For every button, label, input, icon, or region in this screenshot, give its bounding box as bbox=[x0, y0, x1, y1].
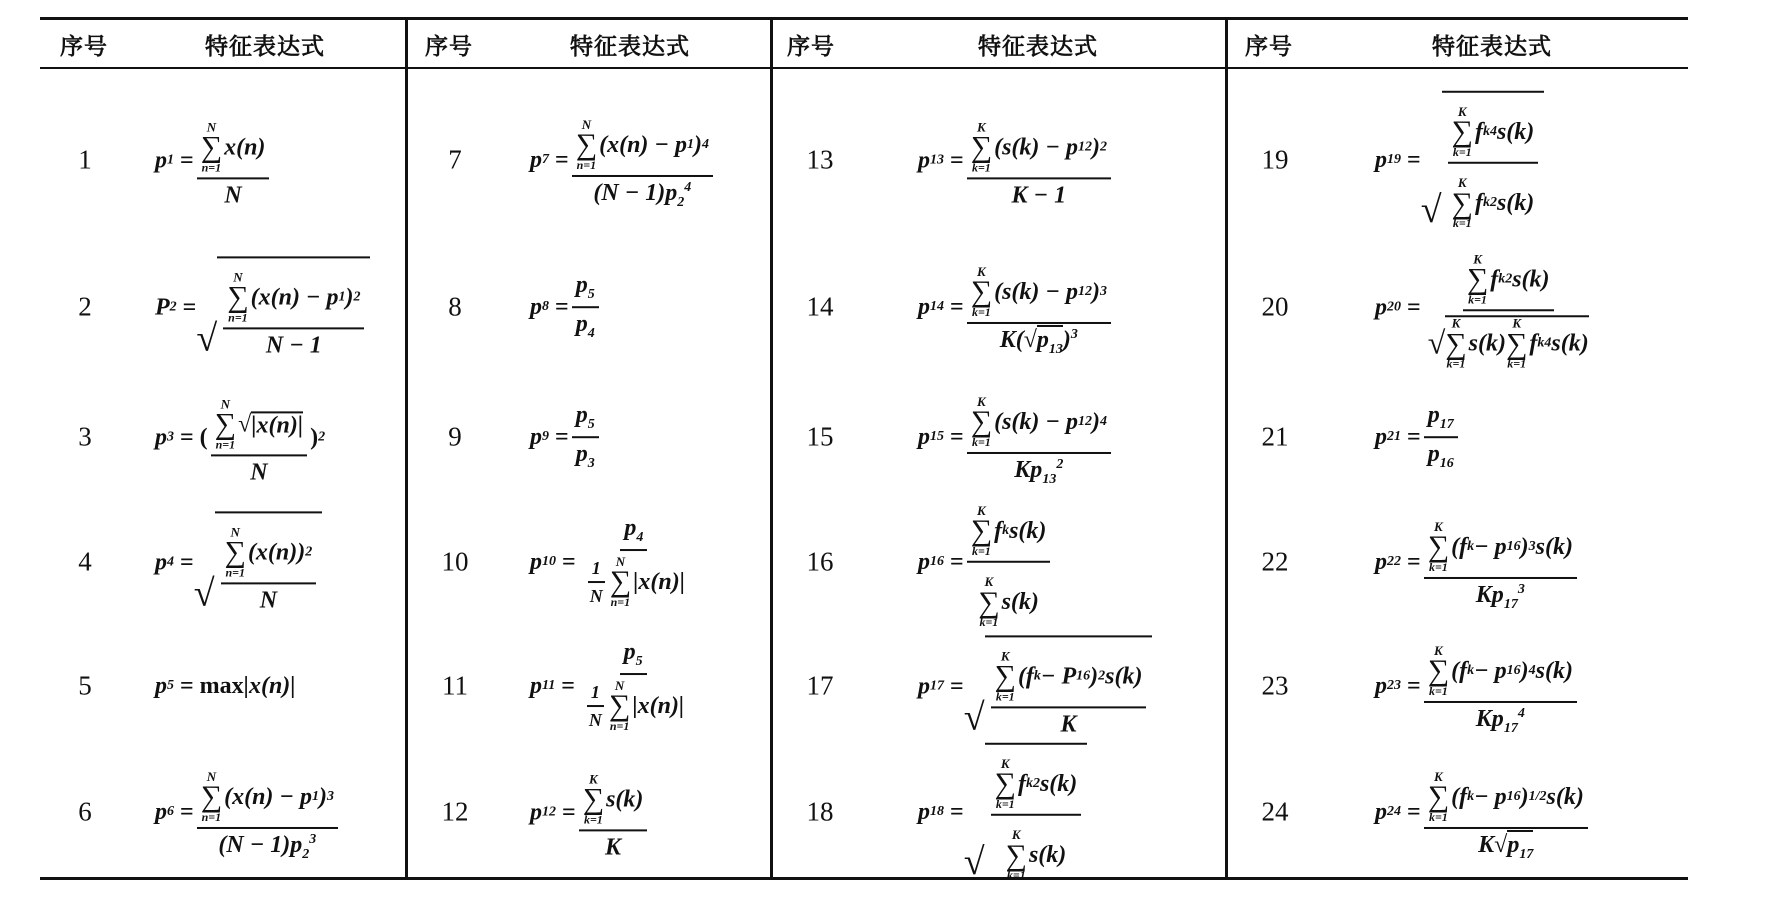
row-number: 1 bbox=[78, 144, 92, 175]
header-rule bbox=[40, 67, 1688, 69]
row-number: 16 bbox=[806, 546, 834, 577]
row-number: 12 bbox=[441, 796, 469, 827]
header-expr-1: 特征表达式 bbox=[205, 34, 325, 60]
top-rule bbox=[40, 17, 1688, 20]
formula-p5: p 5 = max |x(n)| bbox=[155, 673, 296, 699]
header-expr-2: 特征表达式 bbox=[570, 34, 690, 60]
row-number: 20 bbox=[1261, 291, 1289, 322]
formula-p22: p 22 = K ∑ k=1 (f k − p 16 ) 3 s(k) $Kp_{17}^3$ bbox=[1375, 512, 1580, 612]
row-number: 15 bbox=[806, 421, 834, 452]
formula-p6: p 6 = N ∑ n=1 (x(n) − p 1 ) 3 $(N - 1)p_2^3$ bbox=[155, 762, 341, 862]
row-number: 22 bbox=[1261, 546, 1289, 577]
row-number: 2 bbox=[78, 291, 92, 322]
header-index-1: 序号 bbox=[60, 34, 108, 60]
formula-p16: p 16 = K ∑ k=1 f k s(k) K ∑ k=1 s(k) bbox=[918, 496, 1053, 628]
row-number: 11 bbox=[442, 670, 468, 701]
formula-p2: P 2 = √ N ∑ n=1 (x(n) − p 1 ) 2 N − 1 bbox=[155, 256, 370, 357]
row-number: 14 bbox=[806, 291, 834, 322]
formula-p18: p 18 = √ K ∑ k=1 f k 2 s(k) K ∑ k=1 s(k) bbox=[918, 743, 1087, 881]
formula-p8: p 8 = $\frac{p_5}{p_4}$ bbox=[530, 273, 602, 341]
row-number: 17 bbox=[806, 670, 834, 701]
column-divider-3 bbox=[1225, 17, 1228, 880]
header-index-3: 序号 bbox=[787, 34, 835, 60]
formula-p24: p 24 = K ∑ k=1 (f k − p 16 ) 1/2 s(k) $K√p_{17}$ bbox=[1375, 762, 1591, 862]
formula-p15: p 15 = K ∑ k=1 (s(k) − p 12 ) 4 $Kp_{13}^2$ bbox=[918, 387, 1114, 487]
bottom-rule bbox=[40, 877, 1688, 880]
row-number: 24 bbox=[1261, 796, 1289, 827]
row-number: 6 bbox=[78, 796, 92, 827]
formula-p4: p 4 = √ N ∑ n=1 (x(n)) 2 N bbox=[155, 511, 322, 612]
formula-p7: p 7 = N ∑ n=1 (x(n) − p 1 ) 4 $(N - 1)p_2^4$ bbox=[530, 110, 716, 210]
header-expr-3: 特征表达式 bbox=[978, 34, 1098, 60]
row-number: 9 bbox=[448, 421, 462, 452]
header-index-4: 序号 bbox=[1245, 34, 1293, 60]
formula-p13: p 13 = K ∑ k=1 (s(k) − p 12 ) 2 K − 1 bbox=[918, 112, 1114, 207]
row-number: 19 bbox=[1261, 144, 1289, 175]
formula-p19: p 19 = √ K ∑ k=1 f k 4 s(k) K ∑ k=1 f k 2 s(k) bbox=[1375, 91, 1544, 229]
header-expr-4: 特征表达式 bbox=[1432, 34, 1552, 60]
row-number: 4 bbox=[78, 546, 92, 577]
row-number: 8 bbox=[448, 291, 462, 322]
formula-p10: p 10 = $p_4$ $\frac{1}{N}$ N ∑ n=1 |x(n)| bbox=[530, 515, 685, 609]
row-number: 23 bbox=[1261, 670, 1289, 701]
row-number: 3 bbox=[78, 421, 92, 452]
formula-p23: p 23 = K ∑ k=1 (f k − p 16 ) 4 s(k) $Kp_{17}^4$ bbox=[1375, 636, 1580, 736]
row-number: 13 bbox=[806, 144, 834, 175]
row-number: 21 bbox=[1261, 421, 1289, 452]
row-number: 10 bbox=[441, 546, 469, 577]
column-divider-2 bbox=[770, 17, 773, 880]
formula-p20: p 20 = K ∑ k=1 f k 2 s(k) √ K ∑ k=1 s(k) K ∑ k=1 f k 4 s(k) bbox=[1375, 244, 1596, 369]
formula-p21: p 21 = $\frac{p_{17}}{p_{16}}$ bbox=[1375, 403, 1461, 471]
row-number: 7 bbox=[448, 144, 462, 175]
row-number: 5 bbox=[78, 670, 92, 701]
column-divider-1 bbox=[405, 17, 408, 880]
formula-p11: p 11 = $p_5$ $\frac{1}{N}$ N ∑ n=1 |x(n)| bbox=[530, 639, 685, 733]
header-index-2: 序号 bbox=[425, 34, 473, 60]
formula-p9: p 9 = $\frac{p_5}{p_3}$ bbox=[530, 403, 602, 471]
row-number: 18 bbox=[806, 796, 834, 827]
formula-p12: p 12 = K ∑ k=1 s(k) K bbox=[530, 764, 650, 859]
formula-p14: p 14 = K ∑ k=1 (s(k) − p 12 ) 3 $K(√p_{13})^3$ bbox=[918, 257, 1114, 357]
formula-p17: p 17 = √ K ∑ k=1 (f k − P 16 ) 2 s(k) K bbox=[918, 635, 1152, 736]
formula-p1: p 1 = N ∑ n=1 x(n) N bbox=[155, 112, 272, 207]
formula-p3: p 3 = ( N ∑ n=1 √ |x(n)| N ) 2 bbox=[155, 389, 325, 484]
